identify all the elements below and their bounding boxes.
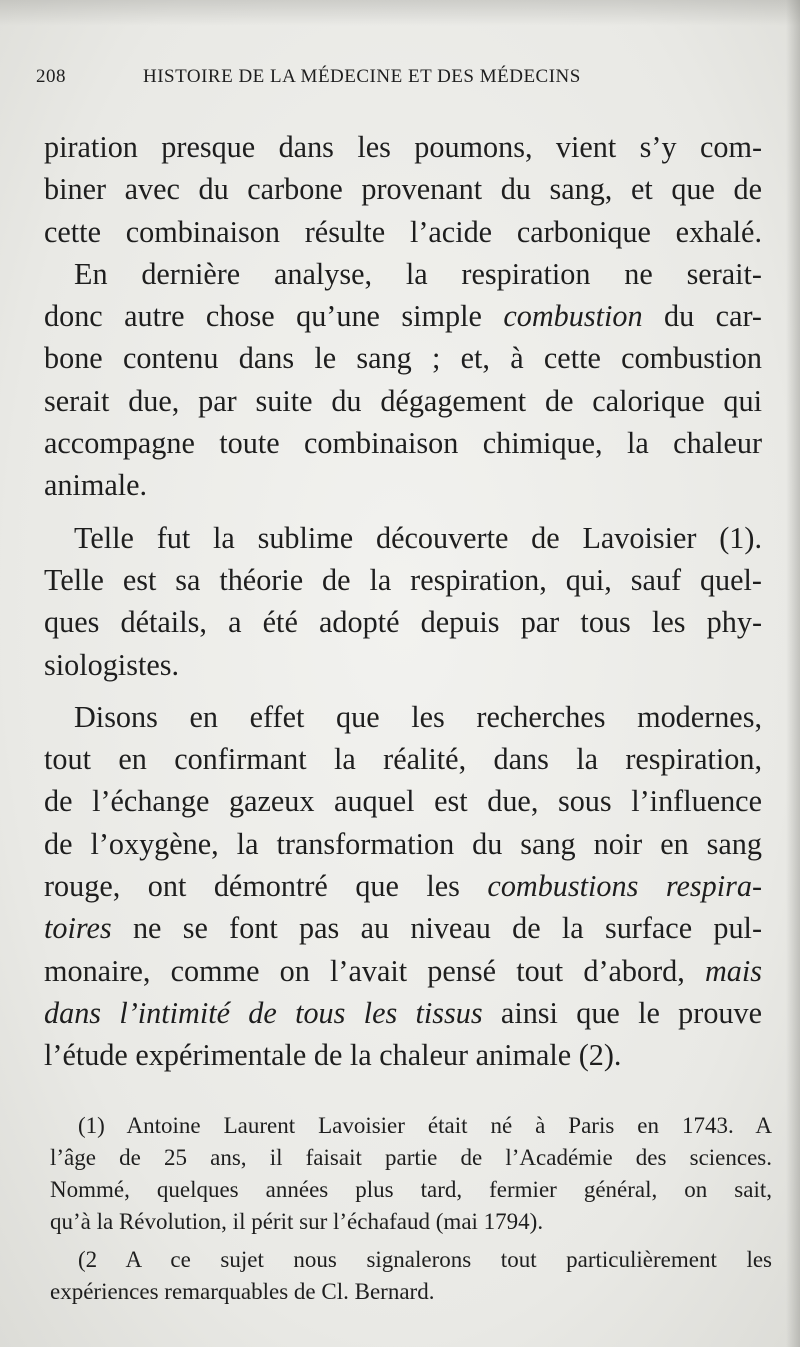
text-line: piration presque dans les poumons, vient s’y com- <box>44 130 762 164</box>
text-line: tout en confirmant la réalité, dans la respiration, <box>44 742 762 777</box>
text-line: ques détails, a été adopté depuis par tous les phy- <box>44 605 762 640</box>
footnote-line: (2 A ce sujet nous signalerons tout particulièrement les <box>78 1247 772 1272</box>
text-line: Telle fut la sublime découverte de Lavoisier (1). <box>74 520 762 555</box>
page-shadow-right <box>786 0 800 1347</box>
text-line: Disons en effet que les recherches modernes, <box>74 699 762 734</box>
footnote-line: Nommé, quelques années plus tard, fermier général, on sait, <box>50 1177 772 1202</box>
footnote-line: (1) Antoine Laurent Lavoisier était né à Paris en 1743. A <box>78 1113 772 1138</box>
text-run: ne se font pas au niveau de la surface pul- <box>111 911 762 946</box>
text-line <box>44 295 762 337</box>
text-line: siologistes. <box>44 647 180 682</box>
text-line: biner avec du carbone provenant du sang, et que de <box>44 172 762 207</box>
text-line: accompagne toute combinaison chimique, la chaleur <box>44 426 762 461</box>
text-line: de l’échange gazeux auquel est due, sous l’influence <box>44 784 762 819</box>
text-run: monaire, comme on l’avait pensé tout d’abord, <box>44 953 705 988</box>
footnote-line: qu’à la Révolution, il périt sur l’échafaud (mai 1794). <box>50 1209 544 1234</box>
text-run: ainsi que le prouve <box>482 995 763 1030</box>
italic-term: toires <box>44 911 112 946</box>
running-title: HISTOIRE DE LA MÉDECINE ET DES MÉDECINS <box>143 66 581 87</box>
italic-term: combustions respira- <box>487 869 762 904</box>
text-line: l’étude expérimentale de la chaleur animale (2). <box>44 1038 622 1073</box>
text-line <box>44 907 762 949</box>
text-line: En dernière analyse, la respiration ne serait- <box>74 256 762 291</box>
italic-term: combustion <box>503 299 643 334</box>
paragraph-4 <box>44 696 762 1077</box>
footnote-line: l’âge de 25 ans, il faisait partie de l’Académie des sciences. <box>50 1145 772 1170</box>
footnote-2 <box>50 1244 772 1308</box>
footnote-line: expériences remarquables de Cl. Bernard. <box>50 1279 435 1304</box>
footnote-1 <box>50 1110 772 1238</box>
italic-term: mais <box>704 953 762 988</box>
page-shadow-top <box>0 0 800 26</box>
text-line <box>44 950 762 992</box>
text-line: de l’oxygène, la transformation du sang noir en sang <box>44 826 762 861</box>
text-line: bone contenu dans le sang ; et, à cette combustion <box>44 341 762 376</box>
text-line: cette combinaison résulte l’acide carbonique exhalé. <box>44 214 762 249</box>
text-run: du car- <box>642 299 762 334</box>
running-header <box>36 66 676 96</box>
italic-term: dans l’intimité de tous les tissus <box>44 995 483 1030</box>
page-number: 208 <box>36 66 66 87</box>
main-text <box>44 126 762 1077</box>
footnotes <box>50 1110 772 1308</box>
text-line: animale. <box>44 468 148 503</box>
text-run: rouge, ont démontré que les <box>44 869 488 904</box>
text-line <box>44 865 762 907</box>
paragraph-1 <box>44 126 762 253</box>
text-line: Telle est sa théorie de la respiration, qui, sauf quel- <box>44 562 762 597</box>
text-run: donc autre chose qu’une simple <box>44 299 504 334</box>
paragraph-2 <box>44 253 762 507</box>
paragraph-3 <box>44 517 762 686</box>
text-line: serait due, par suite du dégagement de calorique qui <box>44 383 762 418</box>
text-line <box>44 992 762 1034</box>
